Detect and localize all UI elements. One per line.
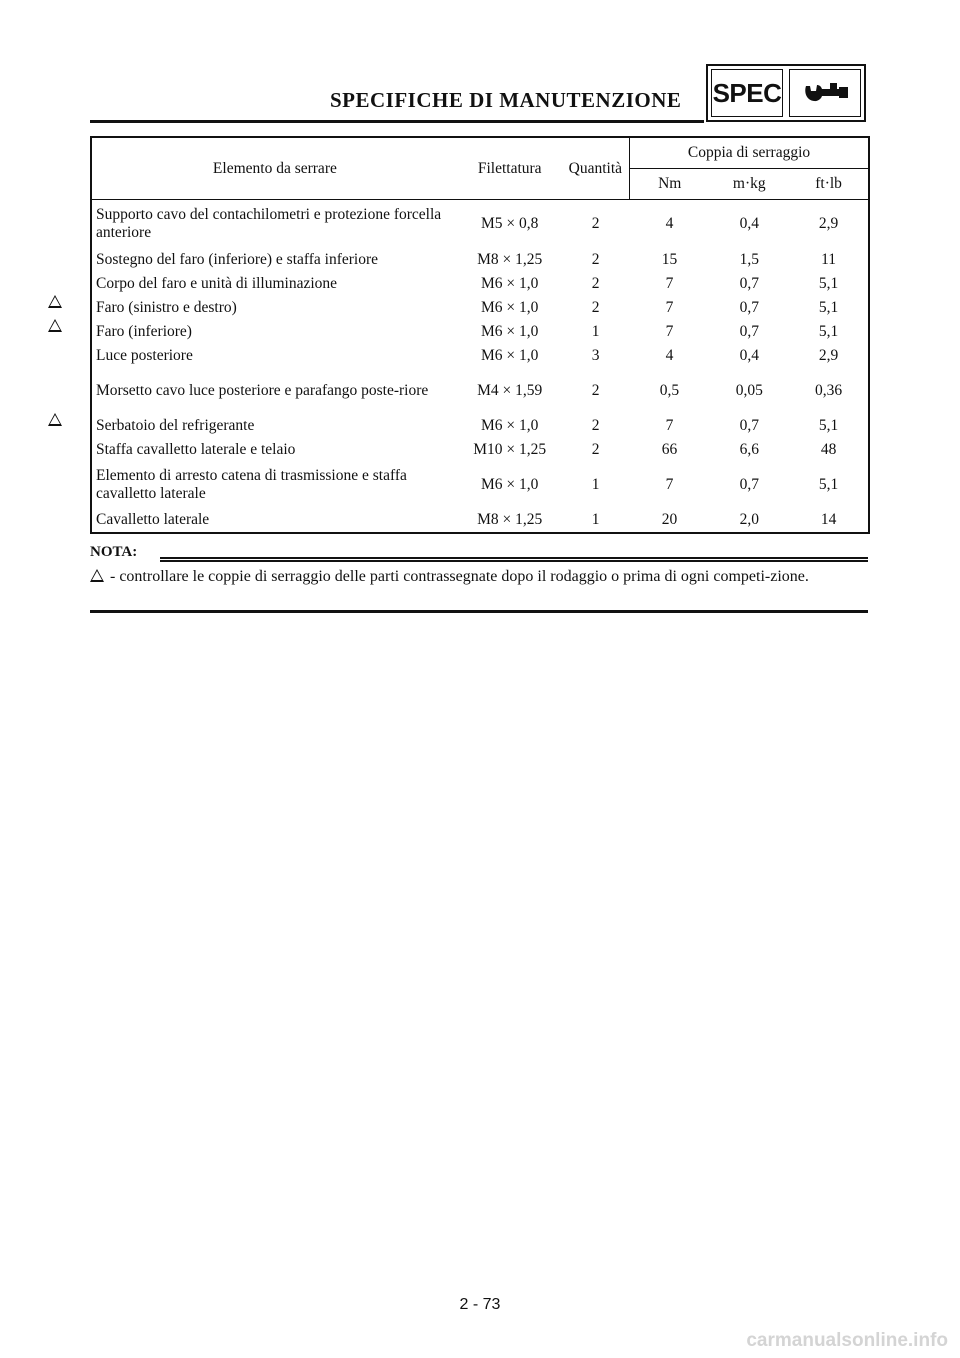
cell-ftlb: 5,1 xyxy=(818,275,839,292)
cell-nm: 7 xyxy=(665,323,674,340)
table-row xyxy=(91,438,869,462)
page-title: SPECIFICHE DI MANUTENZIONE xyxy=(330,88,682,112)
cell-qty: 2 xyxy=(591,417,600,434)
cell-element: Serbatoio del refrigerante xyxy=(96,417,255,434)
cell-qty: 2 xyxy=(591,275,600,292)
cell-ftlb: 5,1 xyxy=(818,417,839,434)
torque-table xyxy=(90,136,870,534)
cell-ftlb: 2,9 xyxy=(818,215,839,232)
note-bottom-rule xyxy=(90,610,868,613)
cell-nm: 7 xyxy=(665,299,674,316)
spec-label: SPEC xyxy=(712,77,782,108)
cell-nm: 20 xyxy=(661,511,678,528)
watermark: carmanualsonline.info xyxy=(746,1330,948,1351)
table-row xyxy=(91,296,869,320)
warning-triangle-icon xyxy=(90,569,104,582)
note-rule xyxy=(160,557,868,559)
cell-element: Elemento di arresto catena di trasmissione e staffa cavalletto laterale xyxy=(96,467,407,502)
warning-triangle-icon xyxy=(48,295,62,308)
table-row xyxy=(91,248,869,272)
cell-mkg: 0,4 xyxy=(739,215,759,232)
cell-element: Sostegno del faro (inferiore) e staffa inferiore xyxy=(96,251,379,268)
cell-mkg: 0,4 xyxy=(739,347,759,364)
table-row xyxy=(91,508,869,533)
col-nm-header: Nm xyxy=(630,169,710,200)
cell-thread: M10 × 1,25 xyxy=(473,441,547,458)
cell-ftlb: 2,9 xyxy=(818,347,839,364)
cell-mkg: 0,7 xyxy=(739,476,759,493)
cell-nm: 66 xyxy=(661,441,678,458)
cell-thread: M8 × 1,25 xyxy=(477,511,543,528)
page-number: 2 - 73 xyxy=(459,1296,501,1313)
col-mkg-header: m·kg xyxy=(709,169,789,200)
cell-nm: 4 xyxy=(665,215,674,232)
cell-mkg: 0,7 xyxy=(739,299,759,316)
cell-element: Faro (sinistro e destro) xyxy=(96,299,237,316)
cell-element: Luce posteriore xyxy=(96,347,193,364)
cell-element: Staffa cavalletto laterale e telaio xyxy=(96,441,296,458)
cell-qty: 1 xyxy=(591,476,600,493)
cell-qty: 1 xyxy=(591,511,600,528)
table-row xyxy=(91,320,869,344)
note-body xyxy=(90,565,868,589)
cell-thread: M4 × 1,59 xyxy=(477,382,543,399)
cell-element: Cavalletto laterale xyxy=(96,511,210,528)
cell-qty: 2 xyxy=(591,251,600,268)
warning-triangle-icon xyxy=(48,413,62,426)
spec-label-cell xyxy=(711,69,783,117)
cell-thread: M6 × 1,0 xyxy=(481,417,539,434)
cell-ftlb: 5,1 xyxy=(818,299,839,316)
cell-qty: 1 xyxy=(591,323,600,340)
cell-qty: 2 xyxy=(591,382,600,399)
wrench-icon-cell xyxy=(789,69,861,117)
table-row xyxy=(91,200,869,249)
cell-nm: 7 xyxy=(665,417,674,434)
cell-nm: 0,5 xyxy=(659,382,680,399)
note-label: NOTA: xyxy=(90,544,138,560)
note-rule xyxy=(160,560,868,562)
table-row xyxy=(91,414,869,438)
cell-ftlb: 5,1 xyxy=(818,476,839,493)
cell-mkg: 2,0 xyxy=(739,511,759,528)
cell-qty: 2 xyxy=(591,299,600,316)
cell-ftlb: 5,1 xyxy=(818,323,839,340)
table-row xyxy=(91,462,869,508)
col-thread-header: Filettatura xyxy=(458,137,562,200)
cell-qty: 2 xyxy=(591,215,600,232)
cell-element: Supporto cavo del contachilometri e protezione forcella anteriore xyxy=(96,206,442,241)
col-ftlb-header: ft·lb xyxy=(789,169,869,200)
cell-qty: 2 xyxy=(591,441,600,458)
cell-thread: M6 × 1,0 xyxy=(481,323,539,340)
cell-element: Morsetto cavo luce posteriore e parafango poste-riore xyxy=(96,382,429,399)
cell-ftlb: 0,36 xyxy=(815,382,843,399)
cell-qty: 3 xyxy=(591,347,600,364)
cell-element: Corpo del faro e unità di illuminazione xyxy=(96,275,338,292)
header-rule xyxy=(90,120,704,123)
cell-ftlb: 11 xyxy=(821,251,837,268)
cell-thread: M8 × 1,25 xyxy=(477,251,543,268)
spec-badge xyxy=(706,64,866,122)
col-torque-header: Coppia di serraggio xyxy=(630,137,869,169)
cell-mkg: 0,05 xyxy=(735,382,763,399)
table-row xyxy=(91,344,869,368)
table-row xyxy=(91,272,869,296)
cell-mkg: 0,7 xyxy=(739,323,759,340)
cell-nm: 7 xyxy=(665,275,674,292)
wrench-icon xyxy=(800,78,850,108)
cell-ftlb: 48 xyxy=(820,441,837,458)
warning-triangle-icon xyxy=(48,319,62,332)
cell-thread: M6 × 1,0 xyxy=(481,299,539,316)
cell-ftlb: 14 xyxy=(820,511,837,528)
cell-thread: M6 × 1,0 xyxy=(481,476,539,493)
cell-nm: 7 xyxy=(665,476,674,493)
col-element-header: Elemento da serrare xyxy=(91,137,458,200)
cell-mkg: 1,5 xyxy=(739,251,759,268)
note-text: - controllare le coppie di serraggio delle parti contrassegnate dopo il rodaggio o prima di ogni competi-zione. xyxy=(110,568,809,585)
cell-nm: 15 xyxy=(661,251,678,268)
cell-thread: M5 × 0,8 xyxy=(481,215,539,232)
cell-thread: M6 × 1,0 xyxy=(481,275,539,292)
cell-thread: M6 × 1,0 xyxy=(481,347,539,364)
cell-mkg: 0,7 xyxy=(739,417,759,434)
cell-mkg: 6,6 xyxy=(739,441,759,458)
table-row xyxy=(91,368,869,414)
col-qty-header: Quantità xyxy=(562,137,630,200)
cell-nm: 4 xyxy=(665,347,674,364)
cell-element: Faro (inferiore) xyxy=(96,323,192,340)
cell-mkg: 0,7 xyxy=(739,275,759,292)
